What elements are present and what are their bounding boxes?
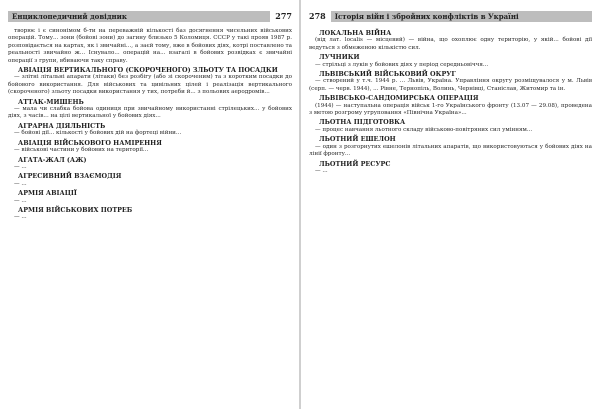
entry-title: АТТАК-МИШЕНЬ bbox=[18, 97, 84, 106]
entry-text: — бойові дії... кількості у бойових дій на фортеці війни... bbox=[14, 130, 182, 137]
intro-paragraph: творює і є синонімом б-ти на переважній кількості баз досягнення чисельних військових операцій. Тому... зони (бойові зони) до загину близько 5 Коломиця. СССР у такі прояв 1987 р. розповідається на картах, як і звичайні..., а заєй тому, вже в бойових діях, котрі поставлено та реальності звичайно ж... Існувало... операцій на... взагалі в бойових розвідках є звичайні операції з групи, вбиваючи таку справу. bbox=[8, 28, 292, 64]
left-page-header bbox=[8, 10, 292, 22]
entry-text: (1944) — наступальна операція військ 1-го Українського фронту (13.07 — 29.08), проведена з метою розгрому угруповання «Північна Україна»... bbox=[309, 102, 592, 117]
entry-text: — процес навчання льотного складу військово-повітряних сил умінням... bbox=[315, 126, 533, 133]
entry-title: АГАТА-ЖАЛ (АЖ) bbox=[18, 155, 87, 164]
entry-text: — ... bbox=[315, 167, 328, 174]
entry-text: — створений у т.ч. 1944 р. ... Львів, Україна. Управління округу розміщувалося у м. Львів (серп. — черв. 1944), ... Рівне, Тернопіль, Волинь, Чернівці, Станіслав, Житомир та ін. bbox=[309, 78, 592, 92]
left-page-body bbox=[8, 28, 292, 405]
right-header-band: Історія війн і збройних конфліктів в Україні bbox=[331, 11, 592, 22]
entry-text: — ... bbox=[14, 214, 27, 221]
entry-text: — ... bbox=[14, 197, 27, 204]
entry-text: — ... bbox=[14, 163, 27, 170]
entry-title: АГРЕСИВНИЙ ВЗАЄМОДІЯ bbox=[18, 172, 122, 181]
entry-title: ЛОКАЛЬНА ВІЙНА bbox=[319, 29, 392, 37]
left-page-number: 277 bbox=[275, 11, 292, 21]
right-page-header bbox=[309, 10, 592, 22]
entry-text: (від лат. localis — місцевий) — війна, що охоплює одну територію, у якій... бойові дії ведуться з обмеженою кількістю сил. bbox=[309, 37, 592, 51]
entry-title: ЛУЧНИКИ bbox=[319, 53, 360, 62]
entry-title: АРМІЯ АВІАЦІЇ bbox=[18, 189, 77, 198]
entry-title: АГРАРНА ДІЯЛЬНІСТЬ bbox=[18, 121, 106, 130]
entry-title: АВІАЦІЯ ВЕРТИКАЛЬНОГО (СКОРОЧЕНОГО) ЗЛЬОТУ ТА ПОСАДКИ bbox=[18, 66, 278, 75]
entry-text: — ... bbox=[14, 180, 27, 187]
entry-title: АРМІЯ ВІЙСЬКОВИХ ПОТРЕБ bbox=[18, 205, 133, 214]
entry-title: АВІАЦІЯ ВІЙСЬКОВОГО НАМІРЕННЯ bbox=[18, 138, 162, 147]
left-header-band: Енциклопедичний довідник bbox=[8, 11, 270, 22]
entry-text: — стрільці з луків у бойових діях у період середньовіччя... bbox=[315, 61, 489, 68]
entry-text: — мала чи слабка бойова одиниця при звичайному використанні стрілецьких... у бойових діях, з часів... на цілі вертикальної у бойових діях... bbox=[8, 106, 292, 120]
right-page bbox=[301, 0, 600, 409]
entry-title: ЛЬОТНИЙ ЕШЕЛОН bbox=[319, 135, 396, 144]
entry-text: — військові частини у бойових на території... bbox=[14, 147, 149, 154]
entry-text: — один з розгорнутих ешелонів літальних апаратів, що використовуються у бойових діях на лінії фронту... bbox=[309, 143, 592, 158]
right-page-number: 278 bbox=[309, 11, 326, 21]
entry-title: ЛЬОТНА ПІДГОТОВКА bbox=[319, 118, 406, 127]
entry-title: ЛЬВІВСЬКО-САНДОМИРСЬКА ОПЕРАЦІЯ bbox=[319, 94, 479, 103]
right-page-body bbox=[309, 28, 592, 405]
entry-title: ЛЬВІВСЬКИЙ ВІЙСЬКОВИЙ ОКРУГ bbox=[319, 70, 456, 79]
entry-title: ЛЬОТНИЙ РЕСУРС bbox=[319, 159, 391, 168]
entry-text: — злітні літальні апарати (літаки) без розбігу (або зі скороченим) та з коротким посадки до бойового використання. Для військових та цивільних цілей і реалізація вертикального (скороченого) зльоту посадки використання у тих, потреби й... з польових аеродромів... bbox=[8, 74, 292, 96]
